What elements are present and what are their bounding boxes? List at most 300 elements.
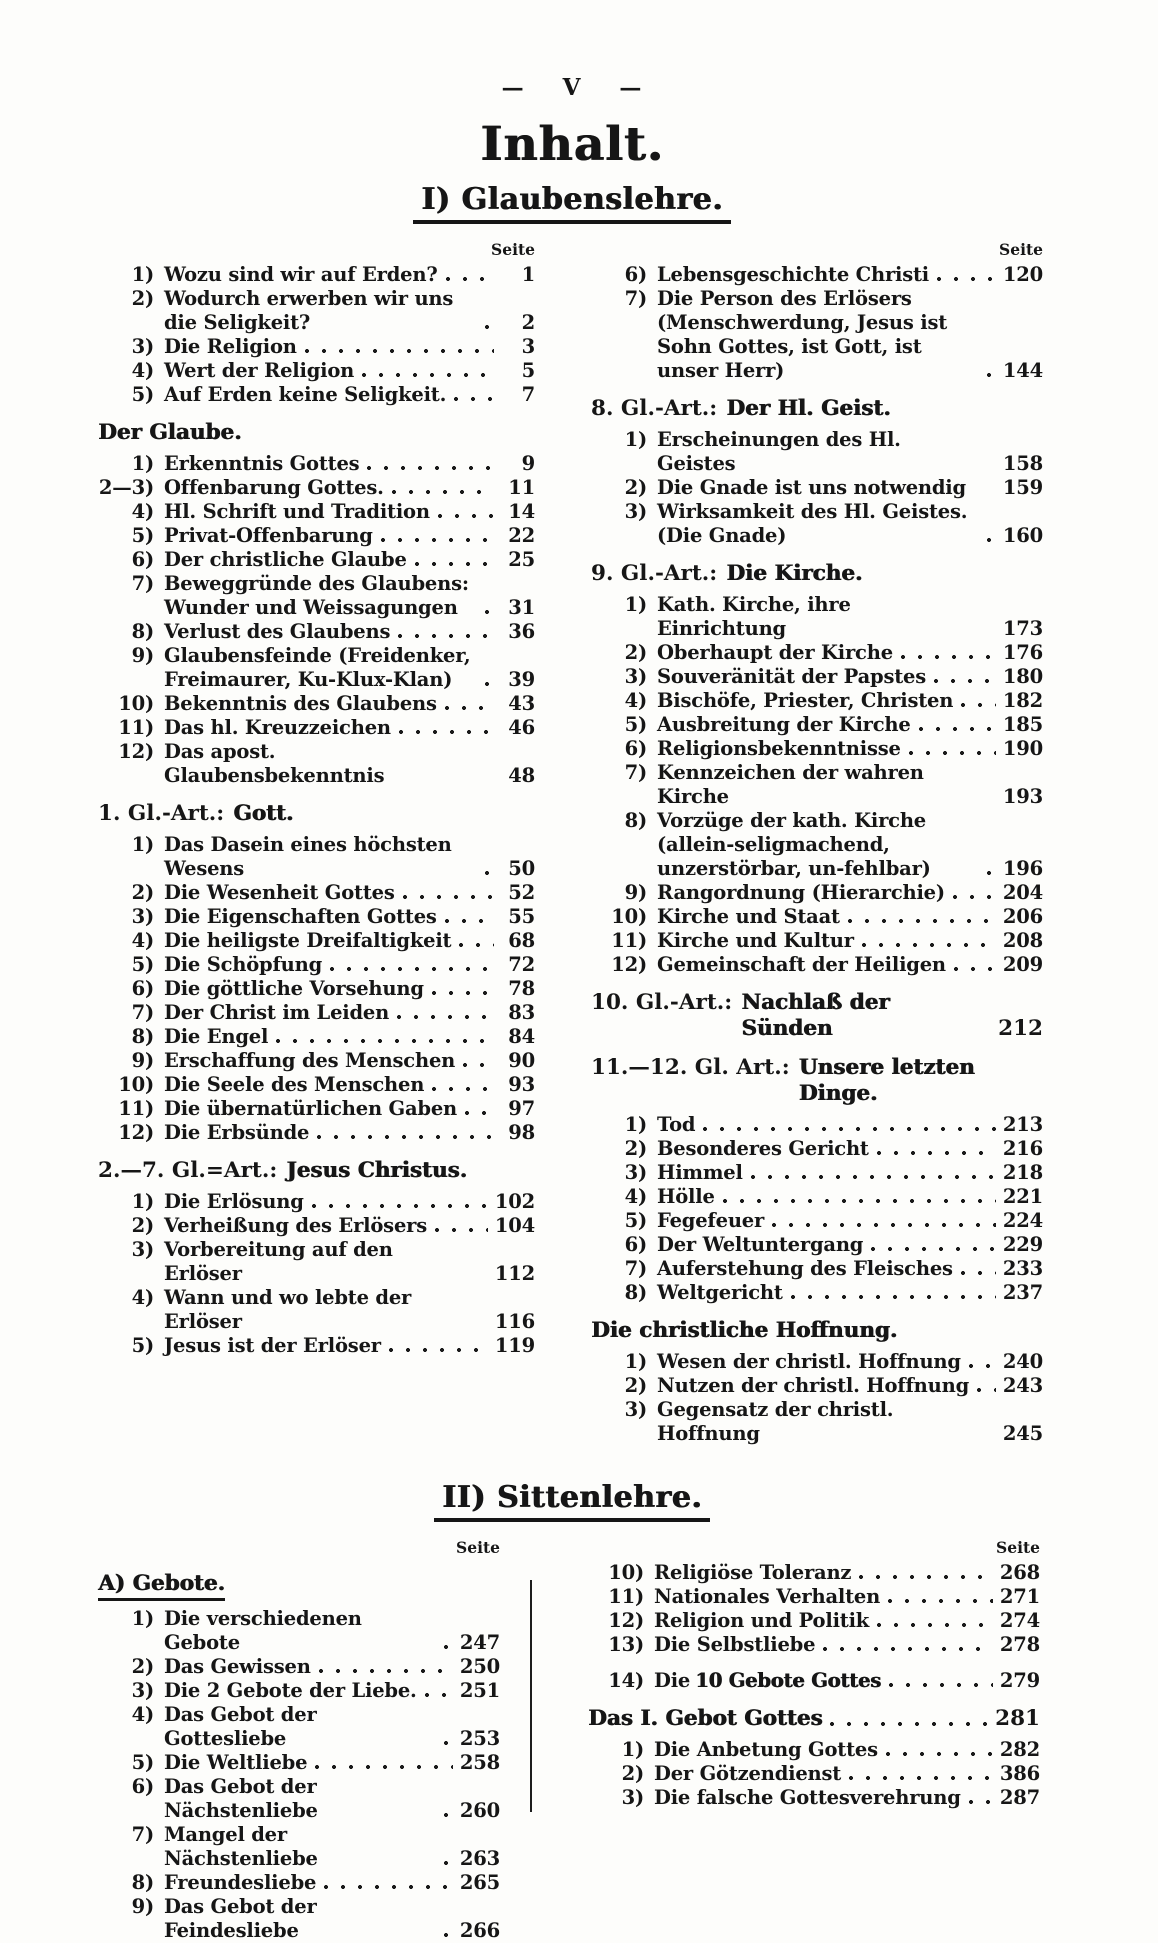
dot-leader — [968, 1799, 993, 1805]
dot-leader — [829, 1721, 988, 1727]
toc-entry — [588, 1669, 1040, 1693]
entry-title-text: Auf Erden keine Seligkeit. — [164, 383, 447, 406]
toc-entry — [591, 1137, 1043, 1161]
entry-title-text: Der christliche Glaube — [164, 548, 407, 571]
page-number: 78 — [508, 977, 535, 1000]
entry-number: 9) — [131, 644, 154, 667]
page-number: 251 — [459, 1679, 500, 1702]
toc-entry — [98, 716, 535, 740]
dot-leader — [986, 537, 996, 543]
entry-title-text: Das Gebot der Gottesliebe — [164, 1703, 317, 1750]
entry-title — [164, 452, 359, 476]
dot-leader — [981, 1031, 991, 1037]
entry-title — [164, 1073, 424, 1097]
entry-number: 9) — [131, 1049, 154, 1072]
entry-title-text: Kennzeichen der wahren Kirche — [657, 761, 924, 808]
entry-title-text: Die heiligste Dreifaltigkeit — [164, 929, 452, 952]
page-number: 160 — [1002, 524, 1043, 547]
toc-entry — [98, 1190, 535, 1214]
seite-label: Seite — [456, 1538, 500, 1557]
dot-leader — [397, 633, 494, 639]
toc-entry — [98, 1238, 535, 1286]
toc-entry — [588, 1585, 1040, 1609]
entry-title — [657, 881, 945, 905]
dot-leader — [484, 870, 494, 876]
entry-title-text: Die Engel — [164, 1025, 269, 1048]
subheading-title: Das I. Gebot Gottes — [588, 1706, 823, 1731]
page-number: 182 — [1002, 689, 1043, 712]
page-number: 237 — [1002, 1281, 1043, 1304]
toc-entry — [591, 593, 1043, 641]
entry-title-bold: 10 Gebote Gottes — [695, 1669, 881, 1692]
entry-title — [657, 1161, 743, 1185]
dot-leader — [484, 777, 494, 783]
page-number: 253 — [459, 1727, 500, 1750]
entry-title-text: Hl. Schrift und Tradition — [164, 500, 430, 523]
entry-title — [164, 644, 477, 692]
entry-number: 1) — [131, 452, 154, 475]
page-number: 9 — [521, 452, 535, 475]
entry-title — [657, 737, 901, 761]
toc-entry — [98, 524, 535, 548]
dot-leader — [380, 537, 494, 543]
page-number: 3 — [521, 335, 535, 358]
toc-entry — [98, 740, 535, 788]
dot-leader — [484, 681, 494, 687]
entry-number: 9) — [131, 1895, 154, 1918]
entry-title-text: Die — [654, 1669, 691, 1692]
page-number: 196 — [1002, 857, 1043, 880]
entry-title — [164, 1655, 311, 1679]
entry-number: 5) — [131, 1751, 154, 1774]
entry-title — [657, 929, 854, 953]
entry-number: 9) — [624, 881, 647, 904]
entry-title-text: Verheißung des Erlösers — [164, 1214, 428, 1237]
page-number: 43 — [508, 692, 535, 715]
dot-leader — [462, 1062, 494, 1068]
dot-leader — [908, 750, 996, 756]
entry-title-text: Die Person des Erlösers (Menschwerdung, Jesus ist Sohn Gottes, ist Gott, ist unser Herr) — [657, 287, 948, 382]
dot-leader — [443, 1812, 453, 1818]
section-heading — [98, 1480, 1046, 1522]
entry-title — [657, 1233, 863, 1257]
column-right — [591, 240, 1043, 1446]
entry-number: 4) — [131, 1286, 154, 1309]
dot-leader — [424, 1692, 453, 1698]
dot-leader — [361, 372, 494, 378]
entry-number: 10) — [608, 1561, 644, 1584]
entry-title — [657, 713, 911, 737]
entry-number: 8) — [131, 1871, 154, 1894]
sittenlehre-columns — [98, 1538, 1046, 1943]
entry-title-text: Weltgericht — [657, 1281, 783, 1304]
entry-title-text: Wozu sind wir auf Erden? — [164, 263, 438, 286]
entry-number: 5) — [131, 1334, 154, 1357]
dot-leader — [443, 1644, 453, 1650]
dot-leader — [888, 1682, 993, 1688]
dot-leader — [790, 1294, 996, 1300]
entry-number: 1) — [624, 428, 647, 451]
subheading-title: Unsere letzten Dinge. — [798, 1055, 975, 1106]
subheading-prefix: 1. Gl.-Art.: — [98, 801, 225, 826]
entry-title — [657, 263, 929, 287]
page-number: 260 — [459, 1799, 500, 1822]
page-number: 159 — [1002, 476, 1043, 499]
folio-number: V — [562, 74, 582, 101]
page-number: 93 — [508, 1073, 535, 1096]
dot-leader — [484, 324, 494, 330]
page-number: 84 — [508, 1025, 535, 1048]
entry-number: 3) — [131, 1679, 154, 1702]
entry-title — [657, 761, 979, 809]
entry-title — [657, 1113, 695, 1137]
toc-entry — [98, 452, 535, 476]
dot-leader — [316, 1134, 494, 1140]
toc-entry — [591, 1209, 1043, 1233]
page-number: 7 — [521, 383, 535, 406]
dot-leader — [722, 1198, 996, 1204]
entry-title — [164, 1025, 268, 1049]
entry-title-text: Die übernatürlichen Gaben — [164, 1097, 458, 1120]
entry-number: 1) — [131, 833, 154, 856]
dot-leader — [453, 396, 494, 402]
toc-entry — [98, 1286, 535, 1334]
entry-number: 11) — [118, 716, 154, 739]
entry-title-text: Die Religion — [164, 335, 297, 358]
toc-entry — [591, 641, 1043, 665]
entry-title-text: Glaubensfeinde (Freidenker, Freimaurer, Ku-Klux-Klan) — [164, 644, 471, 691]
toc-entry — [98, 1073, 535, 1097]
entry-number: 1) — [131, 1607, 154, 1630]
dot-leader — [445, 276, 494, 282]
dot-leader — [431, 1086, 494, 1092]
entry-title — [164, 500, 430, 524]
entry-title — [164, 833, 477, 881]
page-number: 1 — [521, 263, 535, 286]
dot-leader — [458, 942, 494, 948]
entry-number: 5) — [131, 383, 154, 406]
entry-title-text: Verlust des Glaubens — [164, 620, 391, 643]
entry-number: 7) — [624, 761, 647, 784]
toc-subheading — [98, 1571, 500, 1601]
entry-title-text: Nutzen der christl. Hoffnung — [657, 1374, 970, 1397]
toc-entry — [98, 1607, 500, 1655]
page-number: 250 — [459, 1655, 500, 1678]
entry-number: 2) — [624, 1374, 647, 1397]
entry-title-text: Wodurch erwerben wir uns die Seligkeit? — [164, 287, 454, 334]
page-number: 263 — [459, 1847, 500, 1870]
page-number: 180 — [1002, 665, 1043, 688]
entry-title — [164, 1751, 307, 1775]
dot-leader — [396, 1014, 494, 1020]
dot-leader — [311, 1203, 488, 1209]
column-page-header — [591, 240, 1043, 260]
page-number: 268 — [999, 1561, 1040, 1584]
toc-entry — [98, 1703, 500, 1751]
toc-entry — [98, 263, 535, 287]
dot-leader — [986, 372, 996, 378]
toc-entry — [98, 1823, 500, 1871]
page-number: 218 — [1002, 1161, 1043, 1184]
book-page — [98, 74, 1046, 1943]
toc-entry — [98, 287, 535, 335]
toc-entry — [591, 428, 1043, 476]
entry-title-text: Bekenntnis des Glaubens — [164, 692, 437, 715]
entry-number: 3) — [131, 1238, 154, 1261]
entry-title-text: Kirche und Kultur — [657, 929, 854, 952]
column-right — [588, 1538, 1040, 1810]
entry-title — [164, 740, 477, 788]
toc-subheading — [591, 1318, 1043, 1344]
entry-title — [657, 665, 926, 689]
entry-title — [164, 287, 477, 335]
toc-entry — [591, 287, 1043, 383]
entry-title — [164, 1286, 471, 1334]
entry-title — [164, 1001, 389, 1025]
entry-number: 1) — [624, 593, 647, 616]
entry-title — [657, 1374, 969, 1398]
entry-number: 2) — [131, 1214, 154, 1237]
entry-title — [654, 1669, 881, 1693]
entry-title-text: Die 2 Gebote der Liebe. — [164, 1679, 417, 1702]
entry-title-text: Mangel der Nächstenliebe — [164, 1823, 318, 1870]
toc-entry — [98, 1334, 535, 1358]
page-number: 271 — [999, 1585, 1040, 1608]
entry-title-text: Oberhaupt der Kirche — [657, 641, 893, 664]
entry-title — [164, 383, 446, 407]
entry-title — [654, 1762, 841, 1786]
entry-title — [164, 692, 437, 716]
dot-leader — [434, 1227, 488, 1233]
dot-leader — [314, 1764, 453, 1770]
folio-dash-right: — — [619, 74, 643, 101]
toc-entry — [591, 905, 1043, 929]
column-left — [98, 1538, 500, 1943]
toc-entry — [98, 1121, 535, 1145]
entry-number: 11) — [611, 929, 647, 952]
page-number: 39 — [508, 668, 535, 691]
dot-leader — [953, 966, 996, 972]
entry-title — [164, 1049, 455, 1073]
entry-number: 6) — [624, 1233, 647, 1256]
glaubenslehre-columns — [98, 240, 1046, 1446]
entry-title — [657, 1350, 961, 1374]
entry-title-text: Die Weltliebe — [164, 1751, 308, 1774]
entry-title-text: Die Selbstliebe — [654, 1633, 816, 1656]
entry-title-text: Das Dasein eines höchsten Wesens — [164, 833, 452, 880]
toc-entry — [591, 713, 1043, 737]
entry-title-text: Kath. Kirche, ihre Einrichtung — [657, 593, 851, 640]
entry-title — [654, 1633, 815, 1657]
entry-title — [164, 977, 424, 1001]
dot-leader — [275, 1038, 494, 1044]
entry-number: 11) — [608, 1585, 644, 1608]
toc-entry — [98, 335, 535, 359]
toc-entry — [588, 1609, 1040, 1633]
entry-number: 2) — [621, 1762, 644, 1785]
toc-entry — [98, 1001, 535, 1025]
entry-title-text: Religion und Politik — [654, 1609, 870, 1632]
entry-number: 12) — [608, 1609, 644, 1632]
seite-label: Seite — [491, 240, 535, 259]
page-number: 233 — [1002, 1257, 1043, 1280]
page-number: 193 — [1002, 785, 1043, 808]
entry-title-text: Fegefeuer — [657, 1209, 765, 1232]
entry-title — [657, 1281, 783, 1305]
toc-entry — [98, 1751, 500, 1775]
entry-title — [164, 1097, 457, 1121]
entry-number: 14) — [608, 1669, 644, 1692]
entry-title-text: Offenbarung Gottes. — [164, 476, 384, 499]
page-number: 90 — [508, 1049, 535, 1072]
entry-title — [164, 1679, 417, 1703]
entry-title — [164, 716, 391, 740]
dot-leader — [431, 990, 494, 996]
dot-leader — [443, 1740, 453, 1746]
entry-number: 8) — [624, 1281, 647, 1304]
entry-number: 10) — [118, 692, 154, 715]
toc-entry — [591, 500, 1043, 548]
page-number: 50 — [508, 857, 535, 880]
entry-number: 3) — [624, 1398, 647, 1421]
entry-title — [164, 905, 437, 929]
page-number: 279 — [999, 1669, 1040, 1692]
page-number: 185 — [1002, 713, 1043, 736]
page-number: 46 — [508, 716, 535, 739]
entry-title-text: Das hl. Kreuzzeichen — [164, 716, 391, 739]
subheading-title: Nachlaß der Sünden — [741, 990, 890, 1041]
dot-leader — [478, 1323, 488, 1329]
entry-number: 4) — [624, 1185, 647, 1208]
entry-title-text: Erkenntnis Gottes — [164, 452, 360, 475]
entry-title — [654, 1738, 878, 1762]
entry-number: 12) — [118, 1121, 154, 1144]
dot-leader — [402, 894, 494, 900]
column-page-header — [98, 240, 535, 260]
dot-leader — [885, 1751, 993, 1757]
toc-entry — [591, 1257, 1043, 1281]
dot-leader — [478, 1275, 488, 1281]
dot-leader — [986, 870, 996, 876]
subheading-prefix: 8. Gl.-Art.: — [591, 396, 718, 421]
entry-title-text: Lebensgeschichte Christi — [657, 263, 930, 286]
folio-dash-left: — — [501, 74, 525, 101]
entry-number: 2) — [131, 287, 154, 310]
page-number: 213 — [1002, 1113, 1043, 1136]
entry-title-text: Die Wesenheit Gottes — [164, 881, 395, 904]
page-number: 120 — [1002, 263, 1043, 286]
entry-title-text: Bischöfe, Priester, Christen — [657, 689, 954, 712]
toc-subheading — [98, 420, 535, 446]
subheading-prefix: 2.—7. Gl.=Art.: — [98, 1158, 278, 1183]
entry-number: 6) — [131, 977, 154, 1000]
entry-number: 8) — [624, 809, 647, 832]
entry-title — [164, 1871, 316, 1895]
page-number: 116 — [494, 1310, 535, 1333]
entry-number: 4) — [624, 689, 647, 712]
page-number: 258 — [459, 1751, 500, 1774]
toc-entry — [98, 620, 535, 644]
entry-title-text: Auferstehung des Fleisches — [657, 1257, 953, 1280]
page-number: 206 — [1002, 905, 1043, 928]
page-title: Inhalt. — [480, 117, 664, 172]
toc-entry — [591, 737, 1043, 761]
entry-title-text: Vorbereitung auf den Erlöser — [164, 1238, 393, 1285]
toc-entry — [98, 476, 535, 500]
entry-title-text: Der Christ im Leiden — [164, 1001, 390, 1024]
entry-title-text: Die falsche Gottesverehrung — [654, 1786, 961, 1809]
page-number: 274 — [999, 1609, 1040, 1632]
dot-leader — [443, 1860, 453, 1866]
toc-entry — [588, 1762, 1040, 1786]
page-number: 97 — [508, 1097, 535, 1120]
entry-title-text: Die Eigenschaften Gottes — [164, 905, 437, 928]
entry-number: 5) — [624, 713, 647, 736]
section-heading — [98, 182, 1046, 224]
dot-leader — [918, 726, 996, 732]
entry-title-text: Religionsbekenntnisse — [657, 737, 901, 760]
entry-title-text: Kirche und Staat — [657, 905, 840, 928]
toc-entry — [591, 1113, 1043, 1137]
entry-title — [164, 263, 438, 287]
page-number: 31 — [508, 596, 535, 619]
toc-subheading — [98, 801, 535, 827]
page-number: 208 — [1002, 929, 1043, 952]
entry-number: 5) — [624, 1209, 647, 1232]
dot-leader — [870, 1246, 996, 1252]
entry-title — [657, 287, 979, 383]
entry-title-text: Der Götzendienst — [654, 1762, 842, 1785]
entry-title-text: Beweggründe des Glaubens: Wunder und Weissagungen — [164, 572, 469, 619]
page-number: 209 — [1002, 953, 1043, 976]
entry-number: 10) — [118, 1073, 154, 1096]
toc-entry — [98, 1871, 500, 1895]
page-number: 221 — [1002, 1185, 1043, 1208]
page-number: 48 — [508, 764, 535, 787]
entry-title-text: Himmel — [657, 1161, 743, 1184]
entry-title-text: Die Erlösung — [164, 1190, 304, 1213]
entry-title-text: Tod — [657, 1113, 696, 1136]
dot-leader — [444, 918, 494, 924]
page-number: 173 — [1002, 617, 1043, 640]
entry-title-text: Nationales Verhalten — [654, 1585, 881, 1608]
subheading-title: Die Kirche. — [726, 561, 863, 586]
entry-number: 4) — [131, 359, 154, 382]
dot-leader — [484, 609, 494, 615]
toc-subheading — [98, 1158, 535, 1184]
entry-number: 7) — [131, 1823, 154, 1846]
entry-title-text: Die göttliche Vorsehung — [164, 977, 424, 1000]
entry-title — [164, 1334, 381, 1358]
subheading-title: Die christliche Hoffnung. — [591, 1318, 898, 1343]
seite-label: Seite — [999, 240, 1043, 259]
toc-entry — [98, 1049, 535, 1073]
toc-entry — [98, 644, 535, 692]
entry-number: 3) — [624, 500, 647, 523]
page-number: 278 — [999, 1633, 1040, 1656]
entry-title-text: Erscheinungen des Hl. Geistes — [657, 428, 901, 475]
page-number: 224 — [1002, 1209, 1043, 1232]
page-number: 266 — [459, 1919, 500, 1942]
subheading-prefix: 9. Gl.-Art.: — [591, 561, 718, 586]
entry-number: 3) — [624, 665, 647, 688]
page-number: 2 — [521, 311, 535, 334]
entry-title-text: Die Seele des Menschen — [164, 1073, 425, 1096]
entry-number: 5) — [131, 953, 154, 976]
dot-leader — [876, 1150, 996, 1156]
dot-leader — [900, 654, 996, 660]
entry-title — [657, 1209, 764, 1233]
